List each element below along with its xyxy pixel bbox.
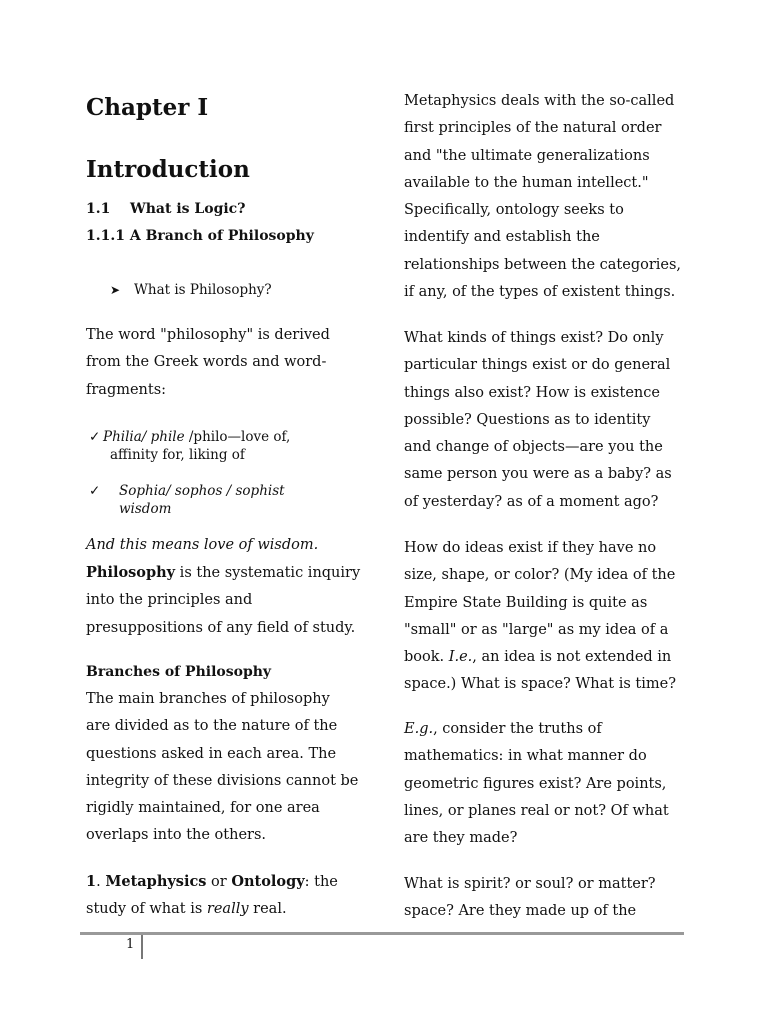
text-line: same person you were as a baby? as: [404, 466, 672, 483]
section-title: What is Logic?: [130, 201, 246, 217]
text-line: Empire State Building is quite as: [404, 594, 648, 611]
section-number: 1.1: [86, 201, 111, 217]
text-line: available to the human intellect.": [404, 174, 649, 191]
text-line: indentify and establish the: [404, 229, 600, 246]
paragraph-derivation: [86, 322, 330, 404]
arrow-bullet-text: What is Philosophy?: [134, 282, 272, 298]
greek-term: Philia/ phile: [103, 429, 185, 445]
text-line: What kinds of things exist? Do only: [404, 330, 664, 346]
text-line: space.) What is space? What is time?: [404, 676, 676, 693]
term-meaning: /philo—love of,: [184, 429, 291, 445]
section-1-1: [86, 201, 245, 217]
arrow-bullet-icon: ➤: [110, 283, 121, 297]
text-line: [404, 644, 676, 671]
footer-divider: [141, 935, 143, 959]
paragraph-kinds-of-things: [404, 325, 672, 516]
text-line: [86, 868, 338, 896]
italic-term: I.e.: [448, 649, 473, 666]
text-line: integrity of these divisions cannot be: [86, 772, 359, 789]
text-span: or: [206, 874, 232, 890]
text-line: How do ideas exist if they have no: [404, 540, 657, 556]
text-span: real.: [248, 901, 287, 918]
text-line: "small" or as "large" as my idea of a: [404, 621, 669, 638]
text-line: lines, or planes real or not? Of what: [404, 802, 669, 819]
text-line: What is spirit? or soul? or matter?: [404, 876, 656, 892]
term-meaning: wisdom: [119, 501, 172, 517]
text-span: , consider the truths of: [433, 721, 602, 737]
text-line: particular things exist or do general: [404, 357, 671, 374]
paragraph-ideas: [404, 535, 676, 699]
footer-rule: [80, 932, 684, 935]
text-line: questions asked in each area. The: [86, 745, 337, 762]
text-line: things also exist? How is existence: [404, 384, 660, 401]
text-line: and "the ultimate generalizations: [404, 147, 650, 164]
text-line: Metaphysics deals with the so-called: [404, 93, 675, 109]
text-line: into the principles and: [86, 592, 253, 609]
bold-term: Ontology: [231, 873, 305, 890]
check-item-philia: [89, 428, 290, 464]
text-span: book.: [404, 649, 449, 666]
text-line: and change of objects—are you the: [404, 439, 663, 456]
italic-term: really: [206, 901, 249, 918]
bold-term: Metaphysics: [105, 873, 207, 890]
checkmark-icon: ✓: [89, 483, 101, 499]
text-line: are they made?: [404, 830, 518, 847]
section-1-1-1: 1.1.1 A Branch of Philosophy: [86, 228, 314, 244]
chapter-title: Chapter I: [86, 94, 209, 121]
paragraph-branches: [86, 686, 358, 850]
page-number: 1: [126, 937, 135, 952]
text-line: space? Are they made up of the: [404, 903, 637, 920]
text-span: .: [96, 874, 106, 890]
list-number: 1: [86, 873, 97, 890]
text-line: presuppositions of any field of study.: [86, 619, 356, 636]
checkmark-icon: ✓: [89, 429, 101, 445]
text-line: relationships between the categories,: [404, 256, 682, 273]
text-span: study of what is: [86, 901, 207, 918]
text-line: first principles of the natural order: [404, 120, 662, 137]
text-line: of yesterday? as of a moment ago?: [404, 493, 659, 510]
text-line: size, shape, or color? (My idea of the: [404, 567, 676, 584]
text-line: rigidly maintained, for one area: [86, 800, 320, 817]
text-line: overlaps into the others.: [86, 827, 267, 844]
greek-term: Sophia/ sophos / sophist: [119, 483, 285, 499]
paragraph-metaphysics-definition: [404, 88, 681, 306]
text-span: : the: [304, 874, 338, 890]
term-meaning-cont: affinity for, liking of: [110, 447, 245, 463]
check-item-sophia: [89, 482, 285, 518]
introduction-heading: Introduction: [86, 156, 250, 183]
text-line: mathematics: in what manner do: [404, 748, 647, 765]
italic-term: E.g.: [404, 721, 434, 737]
text-line: are divided as to the nature of the: [86, 718, 338, 735]
arrow-bullet-item: [110, 282, 272, 298]
text-span: , an idea is not extended in: [472, 649, 672, 666]
text-line: [86, 896, 338, 923]
text-line: geometric figures exist? Are points,: [404, 775, 667, 792]
text-line: Specifically, ontology seeks to: [404, 202, 624, 219]
text-line: if any, of the types of existent things.: [404, 284, 676, 301]
text-line: from the Greek words and word-: [86, 354, 327, 371]
love-of-wisdom-line: And this means love of wisdom.: [86, 537, 319, 553]
paragraph-spirit: [404, 871, 656, 926]
text-line: possible? Questions as to identity: [404, 411, 651, 428]
text-line: fragments:: [86, 381, 167, 398]
text-span: is the systematic inquiry: [175, 565, 361, 581]
branches-heading: Branches of Philosophy: [86, 664, 272, 680]
text-line: [404, 716, 669, 743]
paragraph-metaphysics-item: [86, 868, 338, 924]
text-line: [86, 559, 360, 587]
text-line: The word "philosophy" is derived: [86, 327, 330, 343]
paragraph-mathematics: [404, 716, 669, 852]
bold-term: Philosophy: [86, 564, 176, 581]
text-line: The main branches of philosophy: [86, 691, 330, 707]
paragraph-philosophy-definition: [86, 559, 360, 642]
